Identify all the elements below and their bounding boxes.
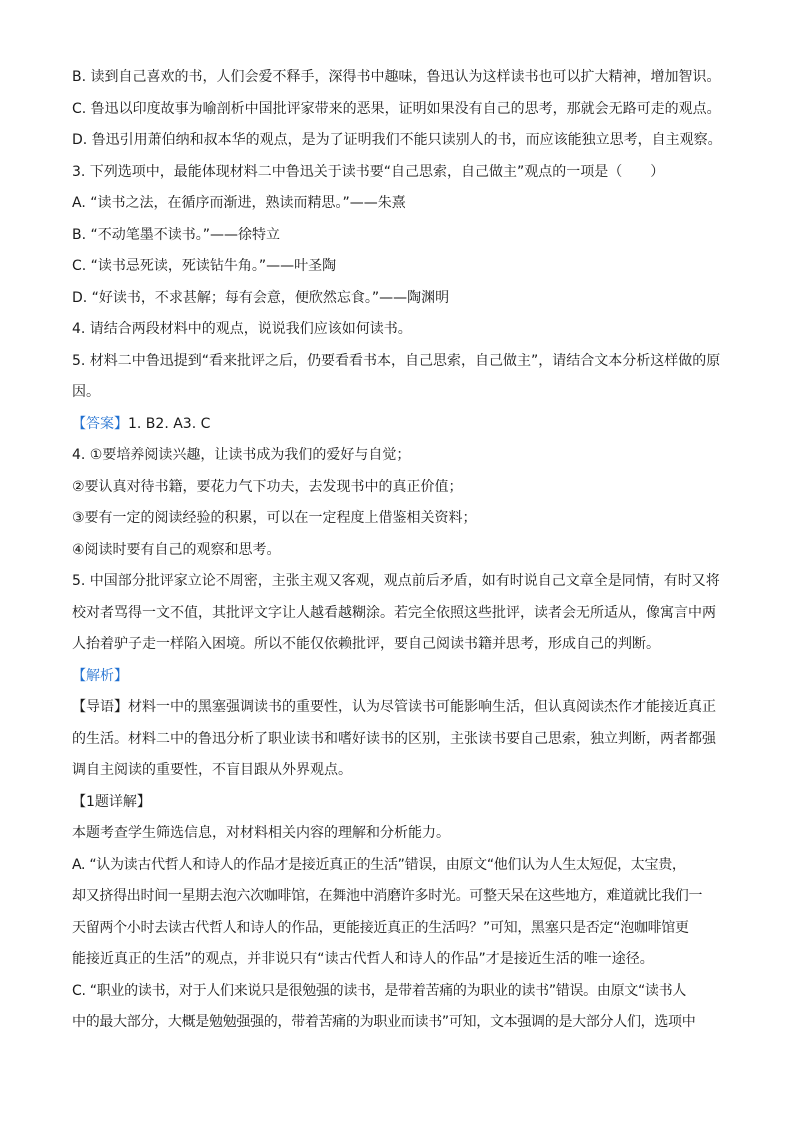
answer-5-line-1: 5. 中国部分批评家立论不周密，主张主观又客观，观点前后矛盾，如有时说自己文章全是同情，有时又将 xyxy=(72,573,720,589)
answer-tag: 【答案】 xyxy=(72,415,128,432)
guide-text: 材料一中的黑塞强调读书的重要性，认为尽管读书可能影响生活，但认真阅读杰作才能接近真正 xyxy=(128,699,716,715)
document-page xyxy=(72,62,724,1039)
answer-4-line-2: ②要认真对待书籍，要花力气下功夫，去发现书中的真正价值； xyxy=(72,478,463,495)
guide-tag: 【导语】 xyxy=(72,699,128,715)
guide-line-1 xyxy=(72,692,724,724)
answer-4-line-4: ④阅读时要有自己的观察和思考。 xyxy=(72,541,281,558)
question-5-cont: 因。 xyxy=(72,384,100,400)
analysis-heading xyxy=(72,661,724,693)
q3-option-d: D. “好读书，不求甚解；每有会意，便欣然忘食。”——陶渊明 xyxy=(72,289,450,306)
answer-5-line-2: 校对者骂得一文不值，其批评文字让人越看越糊涂。若完全依照这些批评，读者会无所适从，像寓言中两 xyxy=(72,604,716,621)
detail-tag: 【1题详解】 xyxy=(72,793,151,810)
q3-option-b: B. “不动笔墨不读书。”——徐特立 xyxy=(72,226,281,243)
question-5: 5. 材料二中鲁迅提到“看来批评之后，仍要看看书本，自己思索，自己做主”，请结合文本分析这样做的原 xyxy=(72,352,721,369)
question-4: 4. 请结合两段材料中的观点，说说我们应该如何读书。 xyxy=(72,321,412,337)
detail-line-5: 能接近真正的生活”的观点，并非说只有“读古代哲人和诗人的作品”才是接近生活的唯一途径。 xyxy=(72,951,654,967)
answer-5-line-3: 人抬着驴子走一样陷入困境。所以不能仅依赖批评，要自己阅读书籍并思考，形成自己的判断。 xyxy=(72,636,660,652)
option-b-line: B. 读到自己喜欢的书，人们会爱不释手，深得书中趣味，鲁迅认为这样读书也可以扩大精神，增加智识。 xyxy=(72,69,721,85)
answer-line xyxy=(72,409,724,441)
guide-line-2: 的生活。材料二中的鲁迅分析了职业读书和嗜好读书的区别，主张读书要自己思索，独立判断，两者都强 xyxy=(72,730,716,747)
option-c-line: C. 鲁迅以印度故事为喻剖析中国批评家带来的恶果，证明如果没有自己的思考，那就会无路可走的观点。 xyxy=(72,100,721,117)
detail-line-6: C. “职业的读书，对于人们来说只是很勉强的读书，是带着苦痛的为职业的读书”错误。由原文“读书人 xyxy=(72,982,687,999)
detail-line-7: 中的最大部分，大概是勉勉强强的，带着苦痛的为职业而读书”可知，文本强调的是大部分人们，选项中 xyxy=(72,1014,696,1030)
option-d-line: D. 鲁迅引用萧伯纳和叔本华的观点，是为了证明我们不能只读别人的书，而应该能独立思考，自主观察。 xyxy=(72,132,722,148)
detail-line-4: 天留两个小时去读古代哲人和诗人的作品，更能接近真正的生活吗？”可知，黑塞只是否定“泡咖啡馆更 xyxy=(72,919,689,936)
guide-line-3: 调自主阅读的重要性，不盲目跟从外界观点。 xyxy=(72,762,352,778)
detail-line-1: 本题考查学生筛选信息，对材料相关内容的理解和分析能力。 xyxy=(72,825,450,841)
detail-line-3: 却又挤得出时间一星期去泡六次咖啡馆，在舞池中消磨许多时光。可整天呆在这些地方，难道就比我们一 xyxy=(72,888,703,904)
question-3: 3. 下列选项中，最能体现材料二中鲁迅关于读书要“自己思索，自己做主”观点的一项是（ ） xyxy=(72,163,665,180)
answer-4-line-1: 4. ①要培养阅读兴趣，让读书成为我们的爱好与自觉； xyxy=(72,447,411,463)
detail-heading xyxy=(72,787,724,819)
analysis-tag: 【解析】 xyxy=(72,667,128,684)
q3-option-a: A. “读书之法，在循序而渐进，熟读而精思。”——朱熹 xyxy=(72,195,406,211)
detail-line-2: A. “认为读古代哲人和诗人的作品才是接近真正的生活”错误，由原文“他们认为人生太短促，太宝贵， xyxy=(72,856,686,873)
answer-4-line-3: ③要有一定的阅读经验的积累，可以在一定程度上借鉴相关资料； xyxy=(72,510,477,526)
q3-option-c: C. “读书忌死读，死读钻牛角。”——叶圣陶 xyxy=(72,258,337,274)
answer-text: 1. B2. A3. C xyxy=(128,415,211,432)
